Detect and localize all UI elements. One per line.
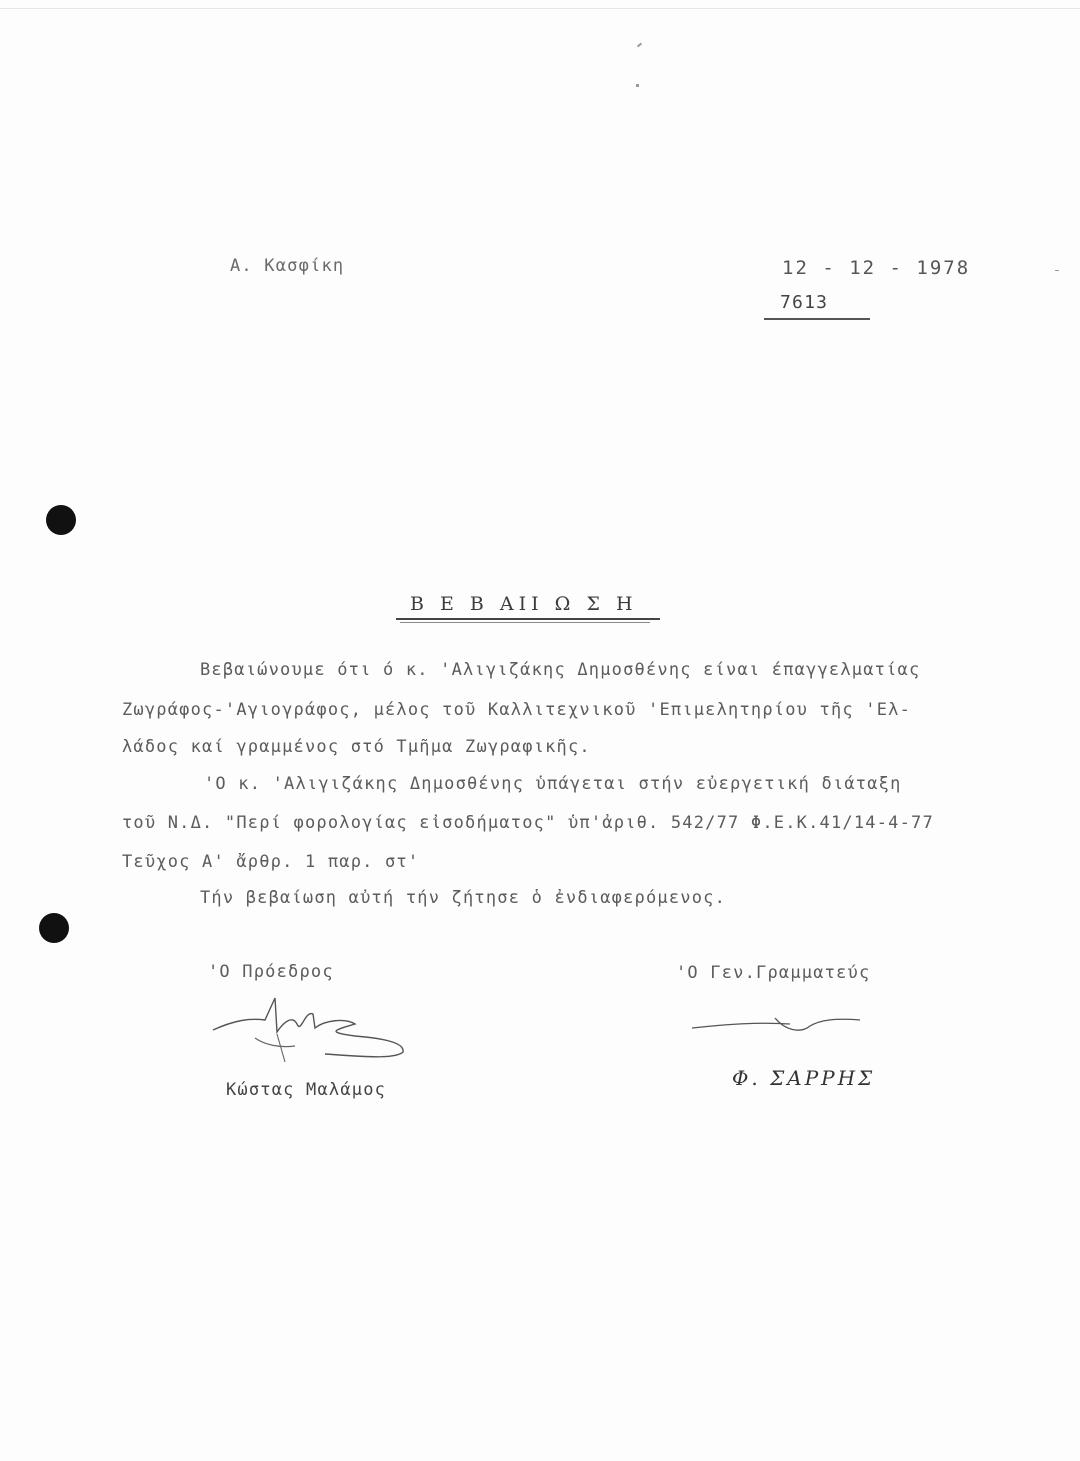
body-line-1: Βεβαιώνουμε ότι ό κ. 'Αλιγιζάκης Δημοσθένης είναι έπαγγελματίας — [200, 660, 921, 680]
president-title: 'Ο Πρόεδρος — [208, 962, 334, 982]
body-line-6: Τεῦχος Α' ἄρθρ. 1 παρ. στ' — [122, 852, 420, 872]
title-underline — [396, 618, 660, 620]
sender-name: Α. Κασφίκη — [230, 256, 345, 276]
president-signature — [205, 990, 415, 1070]
secretary-signature — [690, 1012, 870, 1042]
protocol-underline — [764, 318, 870, 320]
document-date: 12 - 12 - 1978 — [782, 257, 971, 279]
page-speck — [1055, 270, 1059, 271]
punch-hole — [39, 913, 69, 943]
protocol-number: 7613 — [780, 292, 829, 313]
page-speck — [636, 84, 639, 87]
body-line-3: λάδος καί γραμμένος στό Τμῆμα Ζωγραφικῆς. — [122, 737, 591, 757]
president-name: Κώστας Μαλάμος — [226, 1080, 387, 1100]
body-line-7: Τήν βεβαίωση αὐτή τήν ζήτησε ὁ ἐνδιαφερόμενος. — [200, 888, 727, 908]
body-line-5: τοῦ Ν.Δ. "Περί φορολογίας εἰσοδήματος" ὑπ'ἀριθ. 542/77 Φ.Ε.Κ.41/14-4-77 — [122, 813, 934, 833]
title-underline — [400, 622, 650, 623]
body-line-4: 'Ο κ. 'Αλιγιζάκης Δημοσθένης ὑπάγεται στήν εὐεργετική διάταξη — [204, 774, 902, 794]
secretary-name: Φ. ΣΑΡΡΗΣ — [732, 1066, 876, 1090]
secretary-title: 'Ο Γεν.Γραμματεύς — [676, 963, 871, 983]
document-title: Β Ε Β ΑΙΙ Ω Σ Η — [410, 593, 638, 615]
page-speck — [637, 43, 642, 48]
page-top-edge — [0, 8, 1080, 9]
body-line-2: Ζωγράφος-'Αγιογράφος, μέλος τοῦ Καλλιτεχνικοῦ 'Επιμελητηρίου τῆς 'Ελ- — [122, 700, 912, 720]
punch-hole — [46, 505, 76, 535]
